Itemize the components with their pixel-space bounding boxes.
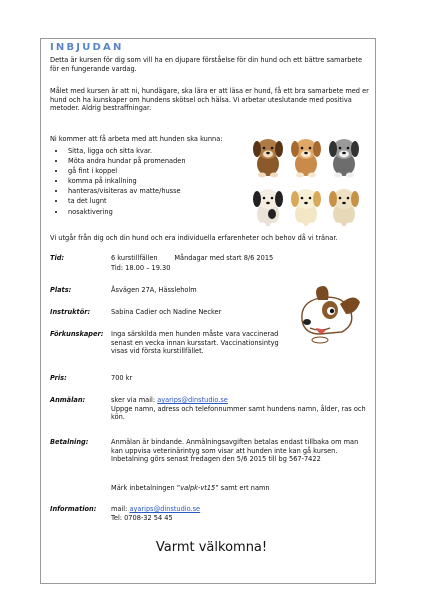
information-prefix: mail: bbox=[111, 505, 130, 513]
plats-label: Plats: bbox=[50, 286, 72, 294]
dog-6-image bbox=[326, 184, 362, 228]
information-email-link[interactable]: ayarips@dinstudio.se bbox=[129, 505, 201, 513]
pris-value: 700 kr bbox=[111, 374, 133, 382]
anmalan-value bbox=[111, 396, 369, 422]
instruktor-value: Sabina Cadier och Nadine Necker bbox=[111, 308, 222, 316]
welcome-text: Varmt välkomna! bbox=[155, 540, 268, 555]
tid-label: Tid: bbox=[50, 254, 65, 262]
skills-lead: Ni kommer att få arbeta med att hunden ska kunna: bbox=[50, 135, 223, 143]
information-label: Information: bbox=[50, 505, 97, 513]
forkunskaper-label: Förkunskaper: bbox=[50, 330, 104, 338]
betalning-label: Betalning: bbox=[50, 438, 89, 446]
information-value bbox=[111, 505, 369, 522]
page-title: INBJUDAN bbox=[50, 42, 124, 53]
list-item: • komma på inkallning bbox=[66, 176, 246, 186]
betalning-mark-suffix: ” samt ert namn bbox=[215, 484, 270, 492]
cartoon-dog-image bbox=[290, 280, 368, 346]
list-item: • Möta andra hundar på promenaden bbox=[66, 156, 246, 166]
final-paragraph: Vi utgår från dig och din hund och era individuella erfarenheter och behov då vi tränar. bbox=[50, 234, 338, 242]
goal-paragraph: Målet med kursen är att ni, hundägare, ska lära er att läsa er hund, få ett bra samarbete med er hund och ha kunskaper om hundens skötsel och hälsa. Vi arbetar uteslutande med positiva metoder. Aldrig bestraffningar. bbox=[50, 87, 369, 113]
forkunskaper-value: Inga särskilda men hunden måste vara vaccinerad senast en vecka innan kursstart. Vaccinationsintyg visas vid första kurstillfället. bbox=[111, 330, 279, 356]
intro-paragraph: Detta är kursen för dig som vill ha en djupare förståelse för din hund och ett bättre samarbete för en fungerande vardag. bbox=[50, 56, 363, 73]
anmalan-details: Uppge namn, adress och telefonnummer samt hundens namn, ålder, ras och kön. bbox=[111, 404, 366, 422]
pris-label: Pris: bbox=[50, 374, 67, 382]
list-item: • Sitta, ligga och sitta kvar. bbox=[66, 146, 246, 156]
list-item: • gå fint i koppel bbox=[66, 166, 246, 176]
list-item: • nosaktivering bbox=[66, 207, 246, 217]
dog-5-image bbox=[288, 184, 324, 228]
anmalan-prefix: sker via mail: bbox=[111, 396, 158, 404]
list-item: • ta det lugnt bbox=[66, 196, 246, 206]
betalning-value: Anmälan är bindande. Anmälningsavgiften betalas endast tillbaka om man kan uppvisa veterinärintyg som visar att hunden inte kan gå kursen. Inbetalning görs senast fredagen den 5/6 2015 till bg 567-7422 bbox=[111, 438, 359, 464]
betalning-mark bbox=[111, 484, 369, 493]
anmalan-email-link[interactable]: ayarips@dinstudio.se bbox=[157, 396, 228, 404]
anmalan-label: Anmälan: bbox=[50, 396, 86, 404]
dog-3-image bbox=[326, 134, 362, 178]
betalning-mark-prefix: Märk inbetalningen ” bbox=[111, 484, 181, 492]
dog-2-image bbox=[288, 134, 324, 178]
dogs-illustration bbox=[248, 134, 364, 230]
dog-4-image bbox=[250, 184, 286, 228]
plats-value: Åsvägen 27A, Hässleholm bbox=[111, 286, 197, 294]
skills-list bbox=[52, 146, 246, 217]
list-item: • hanteras/visiteras av matte/husse bbox=[66, 186, 246, 196]
information-tel: Tel: 0708-32 54 45 bbox=[111, 513, 173, 522]
tid-line2: Tid: 18.00 – 19.30 bbox=[111, 264, 171, 272]
instruktor-label: Instruktör: bbox=[50, 308, 91, 316]
betalning-mark-code: valpk-vt15 bbox=[180, 484, 216, 492]
dog-1-image bbox=[250, 134, 286, 178]
tid-line1: 6 kurstillfällen Måndagar med start 8/6 2015 bbox=[111, 254, 274, 262]
